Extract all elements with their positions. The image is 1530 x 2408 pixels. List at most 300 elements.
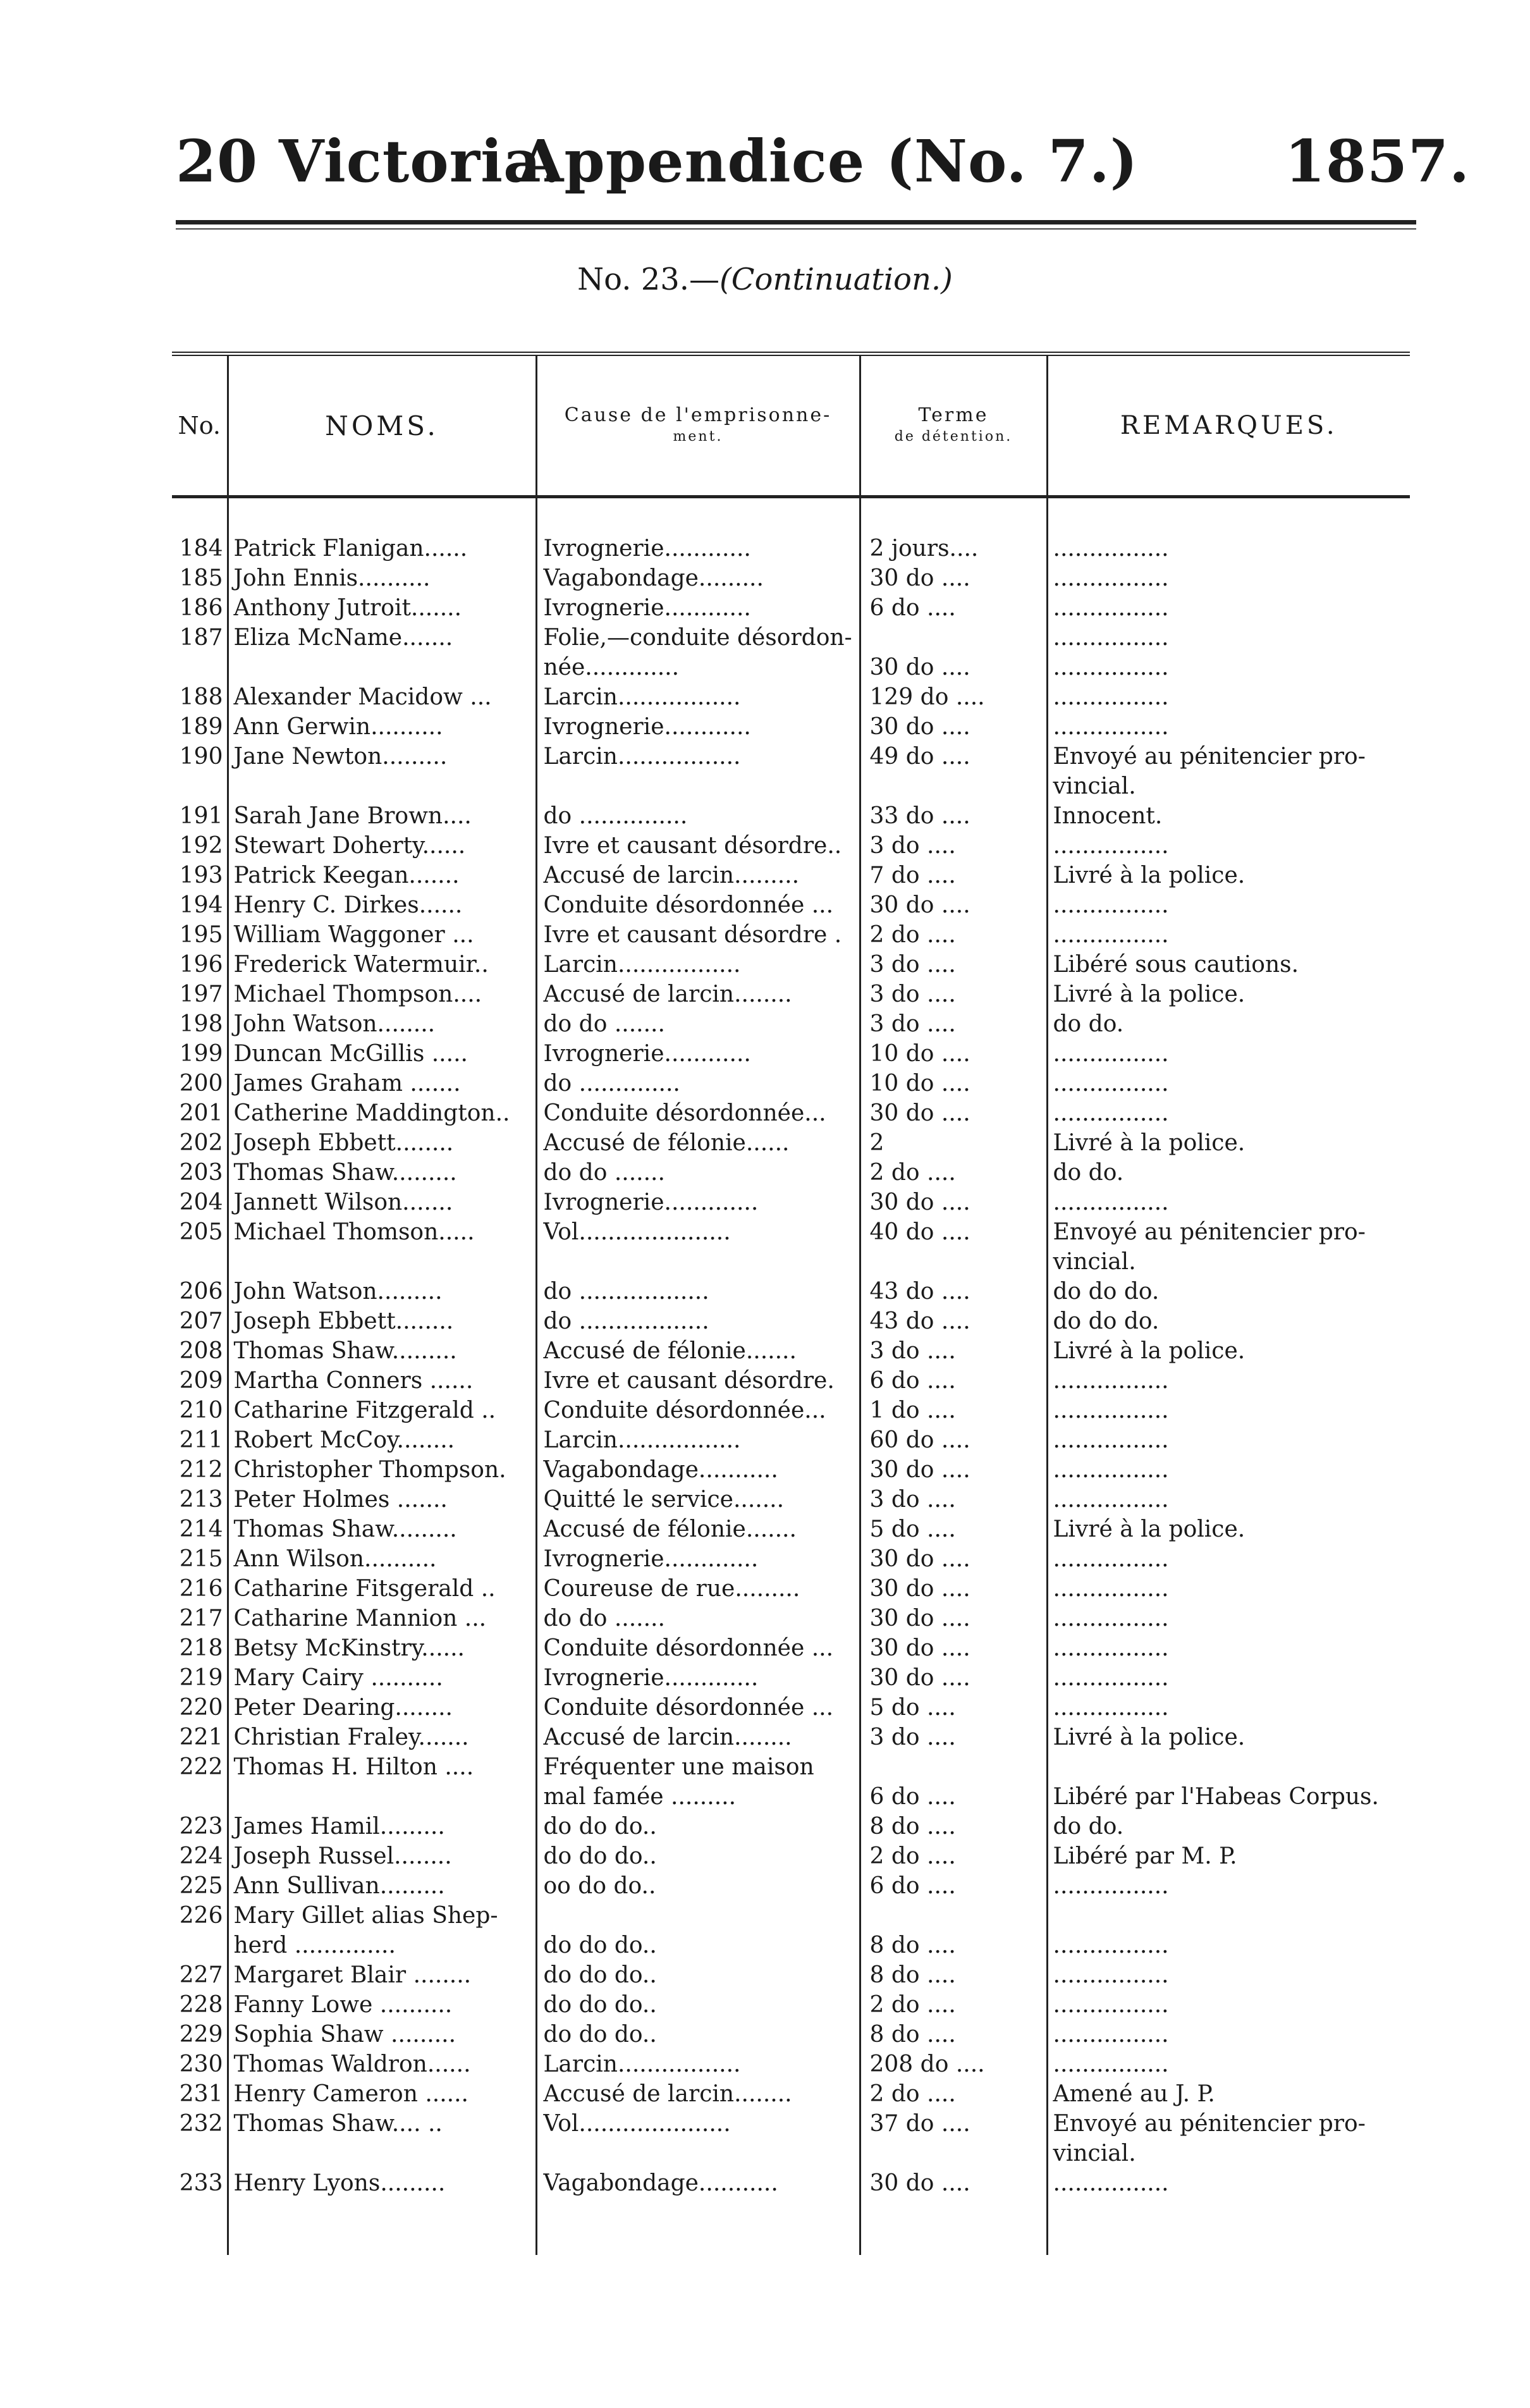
prisoner-name: Eliza McName....... (228, 623, 536, 653)
remark: Envoyé au pénitencier pro- (1047, 742, 1410, 771)
table-row (172, 593, 1410, 623)
remark: ................ (1047, 2020, 1410, 2049)
prisoner-name: Thomas Shaw.... .. (228, 2109, 536, 2139)
table-row (172, 1663, 1410, 1693)
terme-header-line1: Terme (918, 404, 989, 426)
cause-of-imprisonment: Ivrognerie............ (536, 593, 860, 623)
row-number: 198 (179, 1011, 223, 1037)
cause-of-imprisonment: do .............. (536, 1069, 860, 1098)
detention-term: 30 do .... (860, 653, 1047, 682)
remark: Envoyé au pénitencier pro- (1047, 1217, 1410, 1247)
remark: ................ (1047, 1633, 1410, 1663)
table-row (172, 1604, 1410, 1633)
cause-of-imprisonment: Folie,—conduite désordon- (536, 623, 860, 653)
row-number: 185 (179, 565, 223, 591)
remark: ................ (1047, 2049, 1410, 2079)
row-number (172, 1782, 228, 1812)
table-row (172, 1158, 1410, 1188)
table-row (172, 1871, 1410, 1901)
prisoner-name: herd .............. (228, 1931, 536, 1960)
table-row (172, 1009, 1410, 1039)
cause-of-imprisonment: Larcin................. (536, 2049, 860, 2079)
row-number: 213 (179, 1487, 223, 1513)
table-number: No. 23.— (577, 262, 720, 297)
prisoner-name: Michael Thomson..... (228, 1217, 536, 1247)
row-number: 210 (179, 1398, 223, 1423)
header-rule (176, 220, 1416, 224)
row-number (172, 1931, 228, 1960)
remark: do do do. (1047, 1306, 1410, 1336)
prisoner-name (228, 1247, 536, 1277)
detention-term: 30 do .... (860, 712, 1047, 742)
cause-of-imprisonment: Accusé de félonie....... (536, 1336, 860, 1366)
table-row (172, 1366, 1410, 1396)
row-number: 200 (179, 1071, 223, 1096)
remark: ................ (1047, 563, 1410, 593)
remark: ................ (1047, 1366, 1410, 1396)
prisoner-name: Duncan McGillis ..... (228, 1039, 536, 1069)
detention-term: 7 do .... (860, 861, 1047, 890)
row-number: 222 (179, 1754, 223, 1780)
cause-of-imprisonment: Conduite désordonnée... (536, 1098, 860, 1128)
table-row (172, 1039, 1410, 1069)
detention-term: 60 do .... (860, 1425, 1047, 1455)
row-number: 232 (179, 2111, 223, 2137)
table-row (172, 1396, 1410, 1425)
cause-of-imprisonment (536, 771, 860, 801)
prisoner-name: Thomas Waldron...... (228, 2049, 536, 2079)
table-row (172, 1574, 1410, 1604)
prisoner-name: Alexander Macidow ... (228, 682, 536, 712)
row-number: 188 (179, 684, 223, 710)
remark: Innocent. (1047, 801, 1410, 831)
detention-term: 8 do .... (860, 2020, 1047, 2049)
remark (1047, 1752, 1410, 1782)
row-number (172, 653, 228, 682)
table-spacer (172, 497, 1410, 534)
cause-of-imprisonment: Accusé de félonie...... (536, 1128, 860, 1158)
remark: ................ (1047, 1069, 1410, 1098)
detention-term: 30 do .... (860, 890, 1047, 920)
row-number: 207 (179, 1308, 223, 1334)
table-body (172, 497, 1410, 2256)
detention-term: 8 do .... (860, 1812, 1047, 1841)
remark: ................ (1047, 623, 1410, 653)
row-number: 230 (179, 2051, 223, 2077)
detention-term (860, 1901, 1047, 1931)
remark: ................ (1047, 1544, 1410, 1574)
remark (1047, 1901, 1410, 1931)
table-row (172, 1752, 1410, 1782)
table-row (172, 1128, 1410, 1158)
cause-of-imprisonment: Conduite désordonnée ... (536, 1633, 860, 1663)
table-row (172, 1693, 1410, 1723)
table-row (172, 1782, 1410, 1812)
table-row (172, 1247, 1410, 1277)
prisoner-name: Anthony Jutroit....... (228, 593, 536, 623)
remark: vincial. (1047, 1247, 1410, 1277)
remark: Livré à la police. (1047, 1336, 1410, 1366)
table-row (172, 1098, 1410, 1128)
prisoner-name: Christopher Thompson. (228, 1455, 536, 1485)
cause-of-imprisonment: Ivre et causant désordre . (536, 920, 860, 950)
remark: Libéré sous cautions. (1047, 950, 1410, 980)
prisoner-name: Ann Gerwin.......... (228, 712, 536, 742)
row-number: 215 (179, 1546, 223, 1572)
terme-header-line2: de détention. (894, 429, 1013, 445)
detention-term: 3 do .... (860, 980, 1047, 1009)
row-number: 219 (179, 1665, 223, 1691)
header-right: 1857. (1285, 127, 1471, 195)
row-number (172, 2139, 228, 2168)
remark: do do do. (1047, 1277, 1410, 1306)
remark: ................ (1047, 712, 1410, 742)
table-row (172, 623, 1410, 653)
cause-of-imprisonment: Larcin................. (536, 1425, 860, 1455)
row-number: 225 (179, 1873, 223, 1899)
remark: ................ (1047, 1455, 1410, 1485)
prisoner-name: Henry Lyons......... (228, 2168, 536, 2198)
detention-term: 5 do .... (860, 1514, 1047, 1544)
table-subtitle (0, 262, 1530, 297)
remark: Libéré par M. P. (1047, 1841, 1410, 1871)
prisoner-name: Catherine Maddington.. (228, 1098, 536, 1128)
row-number: 217 (179, 1606, 223, 1631)
detention-term: 30 do .... (860, 1604, 1047, 1633)
cause-of-imprisonment (536, 1247, 860, 1277)
cause-of-imprisonment: Larcin................. (536, 682, 860, 712)
table-row (172, 1514, 1410, 1544)
remark: ................ (1047, 1693, 1410, 1723)
row-number: 214 (179, 1516, 223, 1542)
detention-term: 10 do .... (860, 1069, 1047, 1098)
table-row (172, 1812, 1410, 1841)
col-header-noms: NOMS. (228, 354, 536, 497)
cause-of-imprisonment: Vol..................... (536, 2109, 860, 2139)
remark: ................ (1047, 1098, 1410, 1128)
prisoner-name: William Waggoner ... (228, 920, 536, 950)
detention-term: 30 do .... (860, 1633, 1047, 1663)
table-row (172, 831, 1410, 861)
detention-term: 3 do .... (860, 831, 1047, 861)
prisoner-name: Thomas H. Hilton .... (228, 1752, 536, 1782)
row-number: 190 (179, 744, 223, 770)
table-row (172, 712, 1410, 742)
detention-term: 30 do .... (860, 1663, 1047, 1693)
table-row (172, 1425, 1410, 1455)
remark: ................ (1047, 1039, 1410, 1069)
prisoner-name: Robert McCoy........ (228, 1425, 536, 1455)
detention-term: 5 do .... (860, 1693, 1047, 1723)
remark: ................ (1047, 1574, 1410, 1604)
prisoner-name: Martha Conners ...... (228, 1366, 536, 1396)
remark: Livré à la police. (1047, 1514, 1410, 1544)
row-number: 228 (179, 1992, 223, 2018)
table-row (172, 1723, 1410, 1752)
remark: Envoyé au pénitencier pro- (1047, 2109, 1410, 2139)
row-number: 197 (179, 981, 223, 1007)
col-header-remarques: REMARQUES. (1047, 354, 1410, 497)
prisoner-name: Margaret Blair ........ (228, 1960, 536, 1990)
row-number: 196 (179, 952, 223, 978)
remark: ................ (1047, 2168, 1410, 2198)
remark: ................ (1047, 831, 1410, 861)
detention-term: 3 do .... (860, 1336, 1047, 1366)
table-row (172, 1455, 1410, 1485)
detention-term (860, 2139, 1047, 2168)
remark: ................ (1047, 534, 1410, 563)
remark: do do. (1047, 1812, 1410, 1841)
prisoner-name: Mary Cairy .......... (228, 1663, 536, 1693)
table-row (172, 1544, 1410, 1574)
detention-term: 30 do .... (860, 1188, 1047, 1217)
prisoner-name: John Ennis.......... (228, 563, 536, 593)
prisoner-name: Henry Cameron ...... (228, 2079, 536, 2109)
cause-of-imprisonment: Accusé de larcin........ (536, 1723, 860, 1752)
cause-header-line1: Cause de l'emprisonne- (564, 404, 832, 426)
cause-of-imprisonment: Vagabondage........... (536, 2168, 860, 2198)
table-row (172, 950, 1410, 980)
table-header-row (172, 354, 1410, 497)
row-number: 226 (179, 1903, 223, 1929)
detention-term: 43 do .... (860, 1277, 1047, 1306)
remark: ................ (1047, 1931, 1410, 1960)
cause-of-imprisonment: Ivrognerie............. (536, 1188, 860, 1217)
prisoner-name: James Graham ....... (228, 1069, 536, 1098)
detention-term: 3 do .... (860, 1009, 1047, 1039)
prisoner-name: James Hamil......... (228, 1812, 536, 1841)
detention-term: 3 do .... (860, 1723, 1047, 1752)
detention-term: 2 do .... (860, 1841, 1047, 1871)
row-number: 206 (179, 1279, 223, 1305)
detention-term (860, 1247, 1047, 1277)
row-number: 231 (179, 2081, 223, 2107)
prisoner-name: Jane Newton......... (228, 742, 536, 771)
remark: Libéré par l'Habeas Corpus. (1047, 1782, 1410, 1812)
cause-of-imprisonment: do do ....... (536, 1158, 860, 1188)
row-number: 202 (179, 1130, 223, 1156)
detention-term: 8 do .... (860, 1960, 1047, 1990)
cause-of-imprisonment: Ivre et causant désordre.. (536, 831, 860, 861)
table-row (172, 1217, 1410, 1247)
cause-of-imprisonment: Ivre et causant désordre. (536, 1366, 860, 1396)
remark: ................ (1047, 1663, 1410, 1693)
table-row (172, 890, 1410, 920)
table-row (172, 1188, 1410, 1217)
detention-term: 2 jours.... (860, 534, 1047, 563)
cause-of-imprisonment: do do do.. (536, 1960, 860, 1990)
detention-term: 30 do .... (860, 563, 1047, 593)
row-number: 209 (179, 1368, 223, 1394)
detention-term: 2 do .... (860, 1990, 1047, 2020)
detention-term (860, 771, 1047, 801)
table-row (172, 742, 1410, 771)
col-header-cause (536, 354, 860, 497)
table-row (172, 920, 1410, 950)
prisoner-name: Thomas Shaw......... (228, 1336, 536, 1366)
cause-of-imprisonment: Ivrognerie............. (536, 1544, 860, 1574)
cause-of-imprisonment: do do ....... (536, 1009, 860, 1039)
detention-term: 129 do .... (860, 682, 1047, 712)
prisoner-name: Catharine Fitzgerald .. (228, 1396, 536, 1425)
detention-term: 3 do .... (860, 1485, 1047, 1514)
remark: vincial. (1047, 771, 1410, 801)
row-number: 216 (179, 1576, 223, 1602)
remark: Livré à la police. (1047, 1723, 1410, 1752)
row-number: 221 (179, 1724, 223, 1750)
row-number: 224 (179, 1843, 223, 1869)
prisoner-name: Joseph Ebbett........ (228, 1128, 536, 1158)
cause-of-imprisonment: do do do.. (536, 2020, 860, 2049)
prisoner-name: Peter Holmes ....... (228, 1485, 536, 1514)
cause-of-imprisonment: Ivrognerie............ (536, 1039, 860, 1069)
table-row (172, 1069, 1410, 1098)
table-row (172, 1336, 1410, 1366)
prisoner-name: Peter Dearing........ (228, 1693, 536, 1723)
remark: do do. (1047, 1009, 1410, 1039)
cause-of-imprisonment: Accusé de larcin......... (536, 861, 860, 890)
cause-of-imprisonment: Larcin................. (536, 742, 860, 771)
cause-of-imprisonment: Fréquenter une maison (536, 1752, 860, 1782)
row-number: 211 (179, 1427, 223, 1453)
table-row (172, 1277, 1410, 1306)
remark: Livré à la police. (1047, 980, 1410, 1009)
detention-term (860, 1752, 1047, 1782)
cause-of-imprisonment: Ivrognerie............ (536, 534, 860, 563)
prisoner-name: Ann Wilson.......... (228, 1544, 536, 1574)
prisoner-name: Sophia Shaw ......... (228, 2020, 536, 2049)
continuation-label: (Continuation.) (719, 262, 953, 297)
detention-term: 6 do .... (860, 1366, 1047, 1396)
remark: do do. (1047, 1158, 1410, 1188)
col-header-terme (860, 354, 1047, 497)
detention-term: 8 do .... (860, 1931, 1047, 1960)
remark: ................ (1047, 593, 1410, 623)
cause-of-imprisonment: Larcin................. (536, 950, 860, 980)
row-number: 192 (179, 833, 223, 859)
cause-of-imprisonment (536, 2139, 860, 2168)
cause-of-imprisonment: do .................. (536, 1306, 860, 1336)
row-number: 218 (179, 1635, 223, 1661)
cause-of-imprisonment: do do do.. (536, 1931, 860, 1960)
prisoner-name: Catharine Fitsgerald .. (228, 1574, 536, 1604)
cause-of-imprisonment (536, 1901, 860, 1931)
table-row (172, 2020, 1410, 2049)
remark: Livré à la police. (1047, 861, 1410, 890)
table-row (172, 980, 1410, 1009)
detention-term: 6 do .... (860, 1871, 1047, 1901)
prisoner-name (228, 1782, 536, 1812)
prisoner-name: Frederick Watermuir.. (228, 950, 536, 980)
row-number: 187 (179, 625, 223, 651)
detention-term: 37 do .... (860, 2109, 1047, 2139)
prisoner-name: Patrick Flanigan...... (228, 534, 536, 563)
cause-header-line2: ment. (673, 429, 723, 445)
detention-term: 40 do .... (860, 1217, 1047, 1247)
prisoner-table (172, 352, 1410, 2255)
row-number (172, 1247, 228, 1277)
row-number: 233 (179, 2170, 223, 2196)
prisoner-name: John Watson......... (228, 1277, 536, 1306)
cause-of-imprisonment: Ivrognerie............ (536, 712, 860, 742)
cause-of-imprisonment: Ivrognerie............. (536, 1663, 860, 1693)
detention-term: 30 do .... (860, 1098, 1047, 1128)
row-number: 186 (179, 595, 223, 621)
remark: ................ (1047, 1485, 1410, 1514)
row-number: 212 (179, 1457, 223, 1483)
table-row (172, 682, 1410, 712)
row-number: 194 (179, 892, 223, 918)
table-row (172, 653, 1410, 682)
cause-of-imprisonment: do do do.. (536, 1990, 860, 2020)
detention-term: 33 do .... (860, 801, 1047, 831)
prisoner-name: Thomas Shaw......... (228, 1158, 536, 1188)
table-row (172, 2139, 1410, 2168)
row-number: 199 (179, 1041, 223, 1067)
remark: ................ (1047, 1396, 1410, 1425)
cause-of-imprisonment: Conduite désordonnée... (536, 1396, 860, 1425)
row-number: 229 (179, 2022, 223, 2048)
detention-term: 30 do .... (860, 1574, 1047, 1604)
detention-term: 43 do .... (860, 1306, 1047, 1336)
prisoner-name: Patrick Keegan....... (228, 861, 536, 890)
cause-of-imprisonment: do ............... (536, 801, 860, 831)
table-row (172, 1633, 1410, 1663)
detention-term: 208 do .... (860, 2049, 1047, 2079)
detention-term: 49 do .... (860, 742, 1047, 771)
detention-term: 2 (860, 1128, 1047, 1158)
row-number: 223 (179, 1814, 223, 1840)
table-row (172, 1990, 1410, 2020)
prisoner-name: Sarah Jane Brown.... (228, 801, 536, 831)
detention-term: 6 do .... (860, 593, 1047, 623)
remark: ................ (1047, 1871, 1410, 1901)
remark: Livré à la police. (1047, 1128, 1410, 1158)
table-bottom-spacer (172, 2198, 1410, 2255)
row-number: 208 (179, 1338, 223, 1364)
row-number: 193 (179, 863, 223, 888)
header-left: 20 Victoria. (176, 127, 563, 195)
table-row (172, 801, 1410, 831)
table-row (172, 1901, 1410, 1931)
cause-of-imprisonment: oo do do.. (536, 1871, 860, 1901)
prisoner-name: Thomas Shaw......... (228, 1514, 536, 1544)
table-row (172, 534, 1410, 563)
table-row (172, 1485, 1410, 1514)
row-number: 227 (179, 1962, 223, 1988)
remark: ................ (1047, 653, 1410, 682)
table-row (172, 2049, 1410, 2079)
cause-of-imprisonment: Accusé de larcin........ (536, 2079, 860, 2109)
remark: ................ (1047, 890, 1410, 920)
cause-of-imprisonment: do do do.. (536, 1841, 860, 1871)
detention-term: 30 do .... (860, 1455, 1047, 1485)
row-number: 195 (179, 922, 223, 948)
row-number: 184 (179, 536, 223, 562)
cause-of-imprisonment: Accusé de larcin........ (536, 980, 860, 1009)
detention-term: 2 do .... (860, 1158, 1047, 1188)
cause-of-imprisonment: Vagabondage......... (536, 563, 860, 593)
table-row (172, 2079, 1410, 2109)
prisoner-name: Catharine Mannion ... (228, 1604, 536, 1633)
cause-of-imprisonment: Conduite désordonnée ... (536, 890, 860, 920)
table-row (172, 1931, 1410, 1960)
prisoner-name: Henry C. Dirkes...... (228, 890, 536, 920)
row-number: 204 (179, 1189, 223, 1215)
cause-of-imprisonment: Quitté le service....... (536, 1485, 860, 1514)
prisoner-name (228, 771, 536, 801)
prisoner-name: Betsy McKinstry...... (228, 1633, 536, 1663)
